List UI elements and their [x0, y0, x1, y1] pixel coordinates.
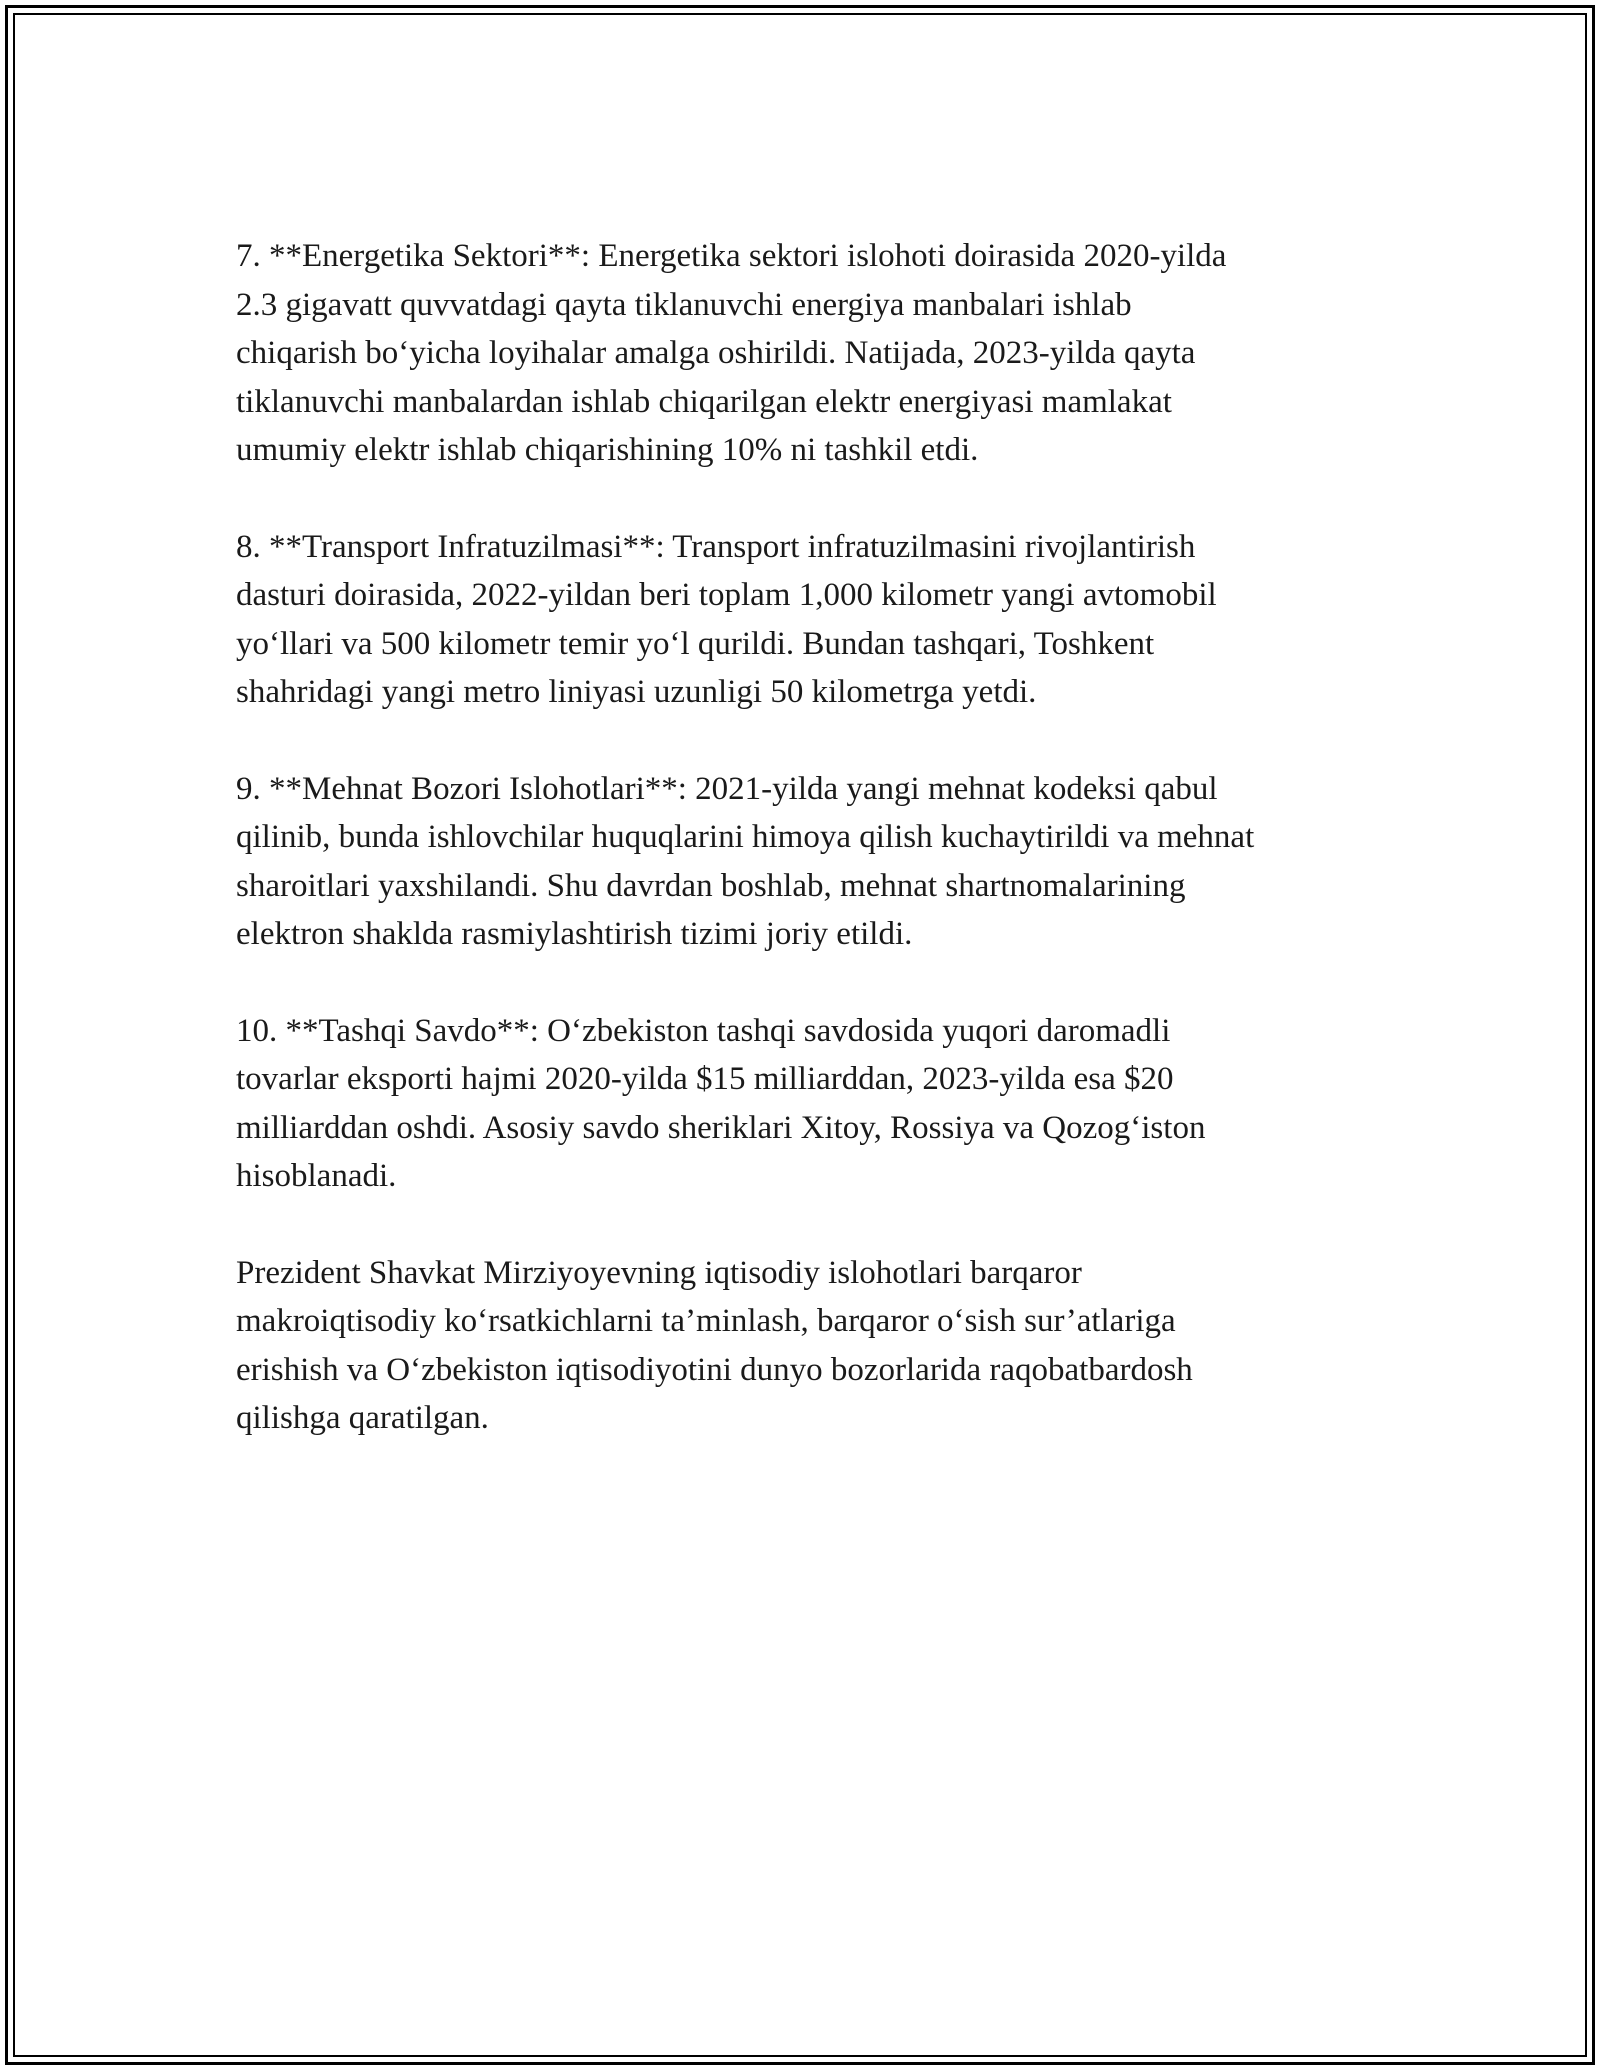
- paragraph-energy-sector: 7. **Energetika Sektori**: Energetika sektori islohoti doirasida 2020-yilda 2.3 gigavatt quvvatdagi qayta tiklanuvchi energiya manbalari ishlab chiqarish bo‘yicha loyihalar amalga oshirildi. Natijada, 2023-yilda qayta tiklanuvchi manbalardan ishlab chiqarilgan elektr energiyasi mamlakat umumiy elektr ishlab chiqarishining 10% ni tashkil etdi.: [236, 238, 1227, 468]
- document-body: [236, 232, 1376, 1491]
- paragraph-transport-infrastructure: 8. **Transport Infratuzilmasi**: Transport infratuzilmasini rivojlantirish dasturi doirasida, 2022-yildan beri toplam 1,000 kilometr yangi avtomobil yo‘llari va 500 kilometr temir yo‘l qurildi. Bundan tashqari, Toshkent shahridagi yangi metro liniyasi uzunligi 50 kilometrga yetdi.: [236, 528, 1217, 710]
- paragraph-labor-market-reforms: 9. **Mehnat Bozori Islohotlari**: 2021-yilda yangi mehnat kodeksi qabul qilinib, bunda ishlovchilar huquqlarini himoya qilish kuchaytirildi va mehnat sharoitlari yaxshilandi. Shu davrdan boshlab, mehnat shartnomalarining elektron shaklda rasmiylashtirish tizimi joriy etildi.: [236, 770, 1255, 952]
- paragraph-foreign-trade: 10. **Tashqi Savdo**: O‘zbekiston tashqi savdosida yuqori daromadli tovarlar eksporti hajmi 2020-yilda $15 milliarddan, 2023-yilda esa $20 milliarddan oshdi. Asosiy savdo sheriklari Xitoy, Rossiya va Qozog‘iston hisoblanadi.: [236, 1012, 1206, 1194]
- paragraph-conclusion: Prezident Shavkat Mirziyoyevning iqtisodiy islohotlari barqaror makroiqtisodiy ko‘rsatkichlarni ta’minlash, barqaror o‘sish sur’atlariga erishish va O‘zbekiston iqtisodiyotini dunyo bozorlarida raqobatbardosh qilishga qaratilgan.: [236, 1254, 1193, 1436]
